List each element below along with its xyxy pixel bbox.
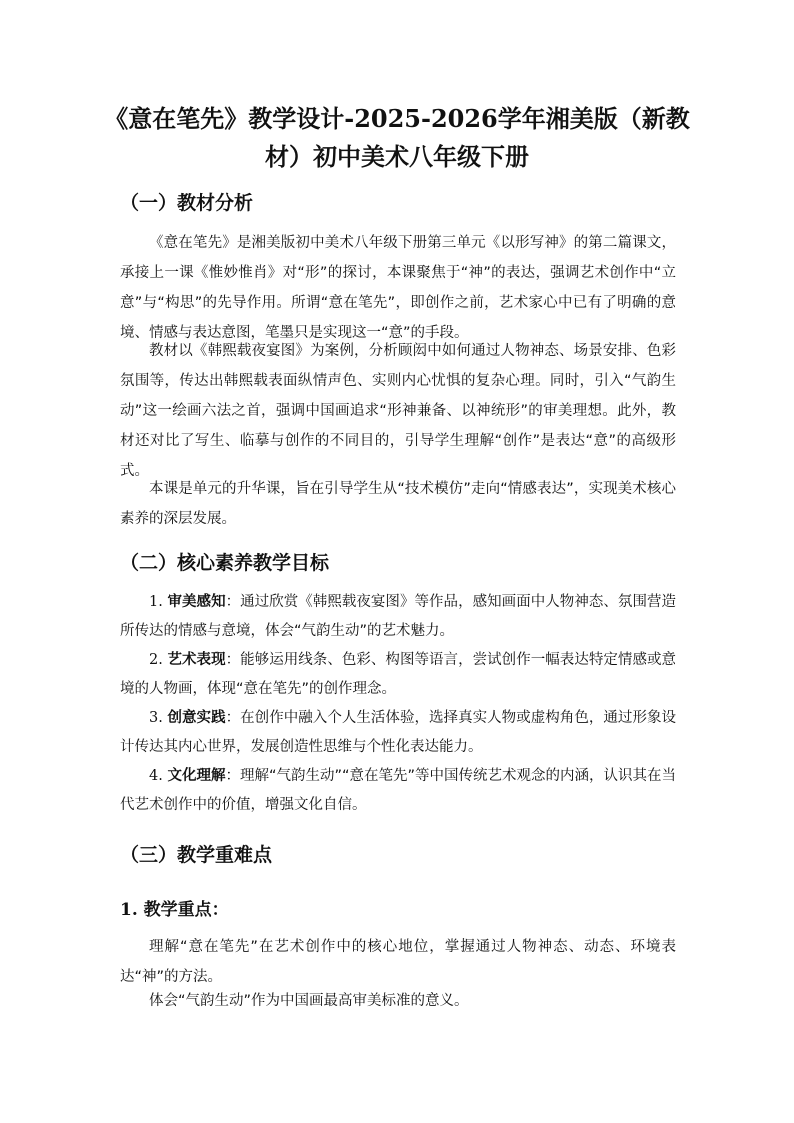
objective-text: ：理解“气韵生动”“意在笔先”等中国传统艺术观念的内涵，认识其在当代艺术创作中的价值，增强文化自信。 — [120, 768, 676, 813]
section-heading-objectives: （二）核心素养教学目标 — [120, 552, 330, 574]
objective-text: ：在创作中融入个人生活体验，选择真实人物或虚构角色，通过形象设计传达其内心世界，发展创造性思维与个性化表达能力。 — [120, 710, 677, 755]
objective-number: 1. — [149, 594, 163, 610]
objective-item-4 — [120, 762, 676, 820]
objective-text: ：通过欣赏《韩熙载夜宴图》等作品，感知画面中人物神态、氛围营造所传达的情感与意境，体会“气韵生动”的艺术魅力。 — [120, 594, 677, 639]
objective-label: 创意实践 — [167, 710, 226, 726]
focus-paragraph-2: 体会“气韵生动”作为中国画最高审美标准的意义。 — [149, 993, 469, 1009]
objective-text: ：能够运用线条、色彩、构图等语言，尝试创作一幅表达特定情感或意境的人物画，体现“意在笔先”的创作理念。 — [120, 652, 677, 697]
section-heading-analysis: （一）教材分析 — [120, 192, 254, 214]
subheading-label: 教学重点： — [143, 900, 229, 920]
document-title: 《意在笔先》教学设计-2025-2026学年湘美版（新教材）初中美术八年级下册 — [104, 104, 690, 171]
objective-label: 审美感知 — [167, 594, 226, 610]
analysis-paragraph-3: 本课是单元的升华课，旨在引导学生从“技术模仿”走向“情感表达”，实现美术核心素养的深层发展。 — [120, 481, 676, 527]
analysis-paragraph-1: 《意在笔先》是湘美版初中美术八年级下册第三单元《以形写神》的第二篇课文，承接上一课《惟妙惟肖》对“形”的探讨，本课聚焦于“神”的表达，强调艺术创作中“立意”与“构思”的先导作用。所谓“意在笔先”，即创作之前，艺术家心中已有了明确的意境、情感与表达意图，笔墨只是实现这一“意”的手段。 — [120, 235, 676, 341]
objective-label: 文化理解 — [167, 768, 226, 784]
subheading-number: 1. — [120, 900, 138, 920]
objective-item-2 — [120, 646, 676, 704]
objective-number: 2. — [149, 652, 163, 668]
objective-number: 4. — [149, 768, 163, 784]
subheading-teaching-focus — [120, 895, 229, 920]
section-heading-key-points: （三）教学重难点 — [120, 844, 273, 866]
objective-item-1 — [120, 588, 676, 646]
objective-label: 艺术表现 — [167, 652, 226, 668]
objective-item-3 — [120, 704, 676, 762]
focus-paragraph-1: 理解“意在笔先”在艺术创作中的核心地位，掌握通过人物神态、动态、环境表达“神”的方法。 — [120, 939, 676, 985]
analysis-paragraph-2: 教材以《韩熙载夜宴图》为案例，分析顾闳中如何通过人物神态、场景安排、色彩氛围等，传达出韩熙载表面纵情声色、实则内心忧惧的复杂心理。同时，引入“气韵生动”这一绘画六法之首，强调中国画追求“形神兼备、以神统形”的审美理想。此外，教材还对比了写生、临摹与创作的不同目的，引导学生理解“创作”是表达“意”的高级形式。 — [120, 343, 676, 479]
objective-number: 3. — [149, 710, 163, 726]
